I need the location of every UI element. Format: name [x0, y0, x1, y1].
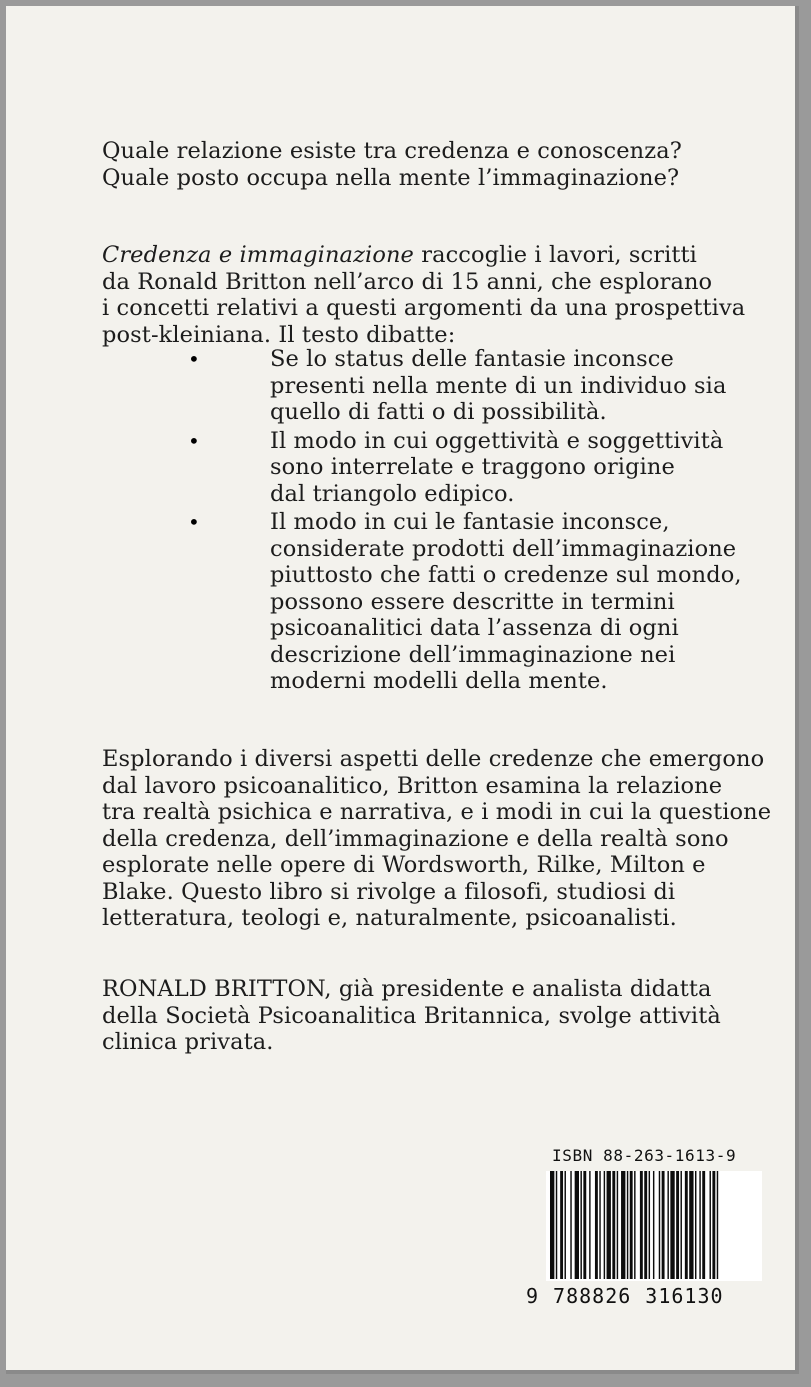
bullet-line: Il modo in cui le fantasie inconsce, [270, 509, 670, 535]
bullet-line: possono essere descritte in termini [270, 588, 675, 615]
barcode-bar [595, 1171, 598, 1279]
description-line: da Ronald Britton nell’arco di 15 anni, che esplorano [102, 268, 713, 295]
summary-line: Esplorando i diversi aspetti delle credenze che emergono [102, 746, 765, 772]
barcode-bar [612, 1171, 615, 1279]
bullet-item [102, 428, 742, 508]
barcode-bar [670, 1171, 674, 1279]
summary-line: letteratura, teologi e, naturalmente, psicoanalisti. [102, 905, 677, 931]
intro-questions [102, 138, 682, 191]
isbn-label: ISBN 88-263-1613-9 [552, 1146, 737, 1165]
barcode-bar [550, 1171, 554, 1279]
barcode-bar [649, 1171, 650, 1279]
barcode-bar [667, 1171, 668, 1279]
bullet-line: Se lo status delle fantasie inconsce [270, 346, 674, 372]
barcode-bar [640, 1171, 643, 1279]
barcode-bar [702, 1171, 705, 1279]
summary-paragraph [102, 746, 771, 932]
ean-digits [526, 1284, 724, 1308]
description-paragraph [102, 242, 745, 348]
barcode-bar [580, 1171, 581, 1279]
description-line: post-kleiniana. Il testo dibatte: [102, 321, 456, 348]
intro-line: Quale posto occupa nella mente l’immaginazione? [102, 164, 680, 191]
description-line: i concetti relativi a questi argomenti da una prospettiva [102, 295, 746, 321]
barcode-bar [556, 1171, 557, 1279]
barcode-bar [630, 1171, 633, 1279]
back-cover [6, 6, 799, 1374]
bullet-item [102, 509, 742, 695]
bullet-line: quello di fatti o di possibilità. [270, 399, 607, 425]
barcode [546, 1171, 762, 1281]
barcode-bar [695, 1171, 696, 1279]
barcode-bar [712, 1171, 715, 1279]
summary-line: esplorate nelle opere di Wordsworth, Rilke, Milton e [102, 852, 706, 878]
barcode-bar [575, 1171, 579, 1279]
barcode-bar [662, 1171, 665, 1279]
bullet-line: descrizione dell’immaginazione nei [270, 641, 676, 668]
author-line: clinica privata. [102, 1029, 274, 1055]
barcode-bar [583, 1171, 586, 1279]
barcode-bar [570, 1171, 571, 1279]
barcode-bar [644, 1171, 647, 1279]
ean-first-digit: 9 [526, 1284, 540, 1308]
barcode-bar [621, 1171, 625, 1279]
barcode-bar [681, 1171, 682, 1279]
bullet-dot-icon: • [188, 428, 200, 453]
summary-line: della credenza, dell’immaginazione e della realtà sono [102, 825, 729, 852]
barcode-bar [599, 1171, 600, 1279]
barcode-bar [659, 1171, 660, 1279]
bullet-line: presenti nella mente di un individuo sia [270, 372, 727, 399]
barcode-bar [617, 1171, 618, 1279]
bullet-list [102, 346, 742, 697]
barcode-bar [560, 1171, 563, 1279]
bullet-dot-icon: • [188, 510, 200, 534]
ean-left-digits: 788826 [553, 1284, 632, 1308]
summary-line: tra realtà psichica e narrativa, e i modi in cui la questione [102, 799, 772, 825]
intro-line: Quale relazione esiste tra credenza e conoscenza? [102, 138, 682, 164]
barcode-bar [717, 1171, 718, 1279]
barcode-bar [589, 1171, 590, 1279]
barcode-bar [689, 1171, 693, 1279]
barcode-bar [685, 1171, 688, 1279]
barcode-bar [604, 1171, 605, 1279]
barcode-bar [634, 1171, 635, 1279]
barcode-bar [653, 1171, 654, 1279]
barcode-bar [710, 1171, 711, 1279]
author-line: della Società Psicoanalitica Britannica, svolge attività [102, 1002, 721, 1029]
bullet-dot-icon: • [188, 347, 200, 371]
book-title: Credenza e immaginazione [102, 242, 414, 268]
ean-right-digits: 316130 [645, 1284, 724, 1308]
bullet-item [102, 346, 742, 426]
author-bio [102, 976, 721, 1056]
bullet-line: sono interrelate e traggono origine [270, 454, 675, 480]
bullet-line: psicoanalitici data l’assenza di ogni [270, 615, 679, 641]
bullet-line: moderni modelli della mente. [270, 668, 608, 694]
barcode-bar [565, 1171, 566, 1279]
summary-line: dal lavoro psicoanalitico, Britton esamina la relazione [102, 772, 723, 799]
author-line: RONALD BRITTON, già presidente e analista didatta [102, 976, 712, 1002]
barcode-bar [607, 1171, 611, 1279]
summary-line: Blake. Questo libro si rivolge a filosofi, studiosi di [102, 878, 676, 905]
bullet-line: dal triangolo edipico. [270, 480, 515, 507]
description-line-rest: raccoglie i lavori, scritti [413, 242, 697, 268]
bullet-line: considerate prodotti dell’immaginazione [270, 535, 737, 562]
description-line [102, 242, 745, 269]
bullet-line: piuttosto che fatti o credenze sul mondo, [270, 562, 742, 588]
barcode-bar [699, 1171, 700, 1279]
bullet-line: Il modo in cui oggettività e soggettività [270, 427, 724, 454]
barcode-bar [627, 1171, 628, 1279]
barcode-bar [676, 1171, 679, 1279]
barcode-icon [546, 1171, 762, 1281]
